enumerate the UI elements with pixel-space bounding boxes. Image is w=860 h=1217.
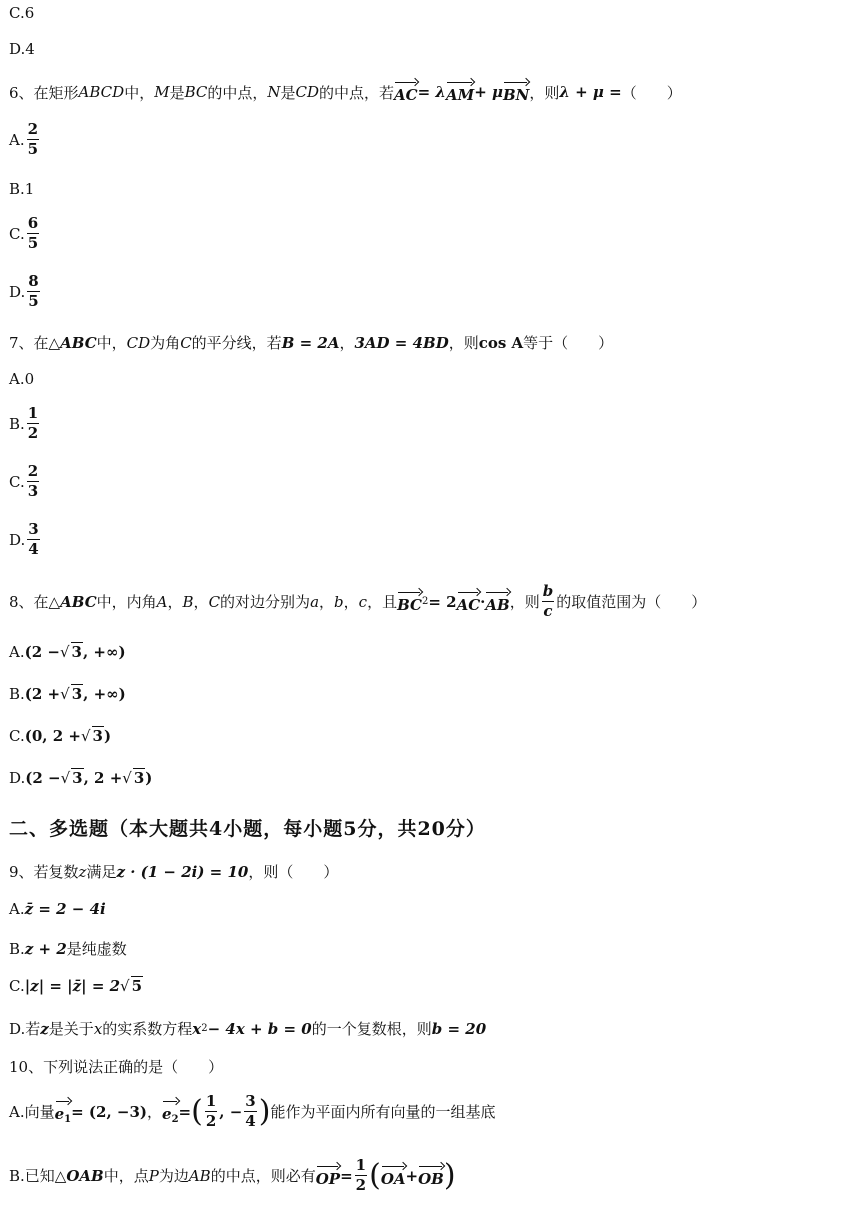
fraction: $\frac{3}{4}$ (28, 520, 39, 558)
fraction: $\frac{1}{2}$ (27, 404, 39, 442)
vector-e1: $e_1$ (55, 1099, 72, 1125)
vector-am: AM (446, 80, 474, 104)
vector-ob: OB (418, 1164, 444, 1188)
q10-option-a: A.向量 $e_1$ = (2, −3) ， $e_2$ = ( $\frac{1}{2}$ , − $\frac{3}{4}$ ) 能作为平面内所有向量的一组基底 (9, 1092, 496, 1130)
question-9: 9、若复数 z 满足 z · (1 − 2i) = 10 ，则（ ） (9, 862, 339, 881)
fraction: $\frac{3}{4}$ (245, 1092, 256, 1130)
vector-bc: BC (397, 590, 422, 614)
question-7: 7、在△ ABC 中， CD 为角 C 的平分线，若 B = 2A ， 3AD = 4BD ，则 cos A 等于（ ） (9, 333, 614, 352)
q6-option-a: A. $\frac{2}{5}$ (9, 120, 39, 158)
option-c-prev: C.6 (9, 4, 35, 22)
section-heading: 二、多选题（本大题共4小题，每小题5分，共20分） (9, 818, 486, 840)
q9-option-d: D.若 z 是关于 x 的实系数方程 x 2 − 4x + b = 0 的一个复数根，则 b = 20 (9, 1019, 487, 1038)
vector-ab: AB (485, 590, 509, 614)
vector-op: OP (316, 1164, 340, 1188)
q6-option-d: D. $\frac{8}{5}$ (9, 272, 39, 310)
q8-option-d: D. (2 − √ 3 , 2 + √ 3 ) (9, 768, 153, 787)
q9-option-a: A. z̄ = 2 − 4i (9, 900, 106, 918)
q7-option-b: B. $\frac{1}{2}$ (9, 404, 39, 442)
question-6: 6、在矩形 ABCD 中， M 是 BC 的中点， N 是 CD 的中点，若 AC = λ AM + μ BN ，则 λ + μ = （ ） (9, 80, 682, 104)
q9-option-b: B. z + 2 是纯虚数 (9, 939, 127, 958)
vector-e2: $e_2$ (162, 1099, 179, 1125)
fraction: $\frac{6}{5}$ (27, 214, 39, 252)
vector-bn: BN (503, 80, 529, 104)
q7-option-c: C. $\frac{2}{3}$ (9, 462, 39, 500)
fraction: $\frac{2}{5}$ (27, 120, 39, 158)
q7-option-a: A.0 (9, 370, 35, 388)
fraction: $\frac{b}{c}$ (542, 582, 554, 620)
q9-option-c: C. |z| = |z̄| = 2 √ 5 (9, 976, 143, 995)
option-d-prev: D.4 (9, 40, 35, 58)
q7-option-d: D. $\frac{3}{4}$ (9, 520, 39, 558)
question-10: 10、下列说法正确的是（ ） (9, 1058, 224, 1076)
q8-option-a: A. (2 − √ 3 , +∞) (9, 642, 126, 661)
q6-option-c: C. $\frac{6}{5}$ (9, 214, 39, 252)
vector-ac: AC (457, 590, 481, 614)
fraction: $\frac{8}{5}$ (28, 272, 39, 310)
vector-oa: OA (381, 1164, 406, 1188)
q6-option-b: B.1 (9, 180, 35, 198)
vector-ac: AC (394, 80, 418, 104)
question-8: 8、在△ ABC 中，内角 A ， B ， C 的对边分别为 a ， b ， c ，且 BC 2 = 2 AC · AB ，则 $\frac{b}{c}$ 的取值范围为（ ） (9, 582, 707, 620)
q10-option-b: B.已知△ OAB 中，点 P 为边 AB 的中点，则必有 OP = $\frac{1}{2}$ ( OA + OB ) (9, 1156, 456, 1194)
q8-option-c: C. (0, 2 + √ 3 ) (9, 726, 112, 745)
fraction: $\frac{2}{3}$ (27, 462, 39, 500)
fraction: $\frac{1}{2}$ (355, 1156, 367, 1194)
q8-option-b: B. (2 + √ 3 , +∞) (9, 684, 126, 703)
fraction: $\frac{1}{2}$ (205, 1092, 217, 1130)
